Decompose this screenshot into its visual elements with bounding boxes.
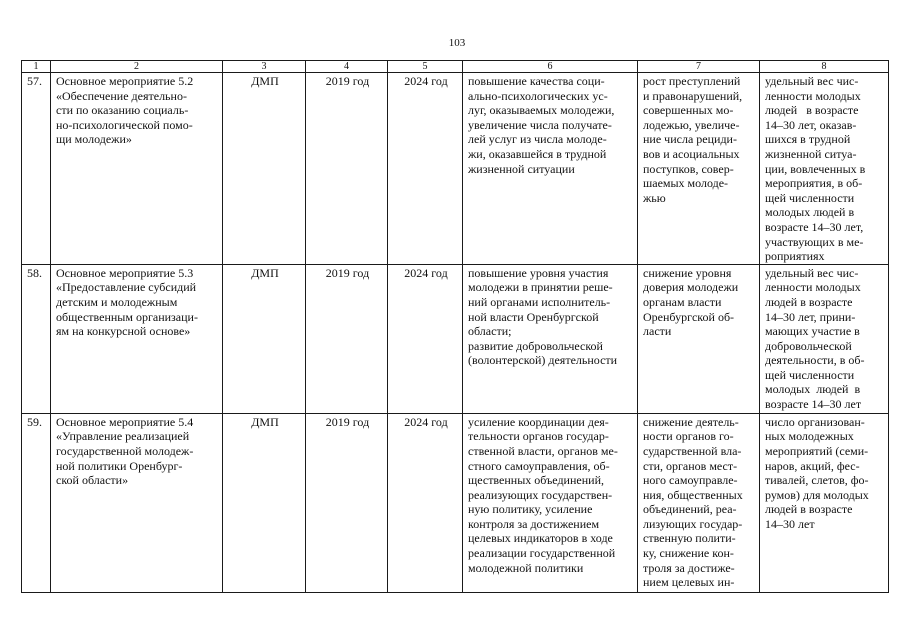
cell-text-line: людей в возрасте <box>765 502 853 517</box>
column-number-header: 1 <box>22 61 51 73</box>
cell-text-line: тивалей, слетов, фо- <box>765 473 869 488</box>
consequences-cell <box>638 264 760 413</box>
cell-text-line: ской области» <box>56 473 129 488</box>
cell-text-line: участвующих в ме- <box>765 234 864 249</box>
cell-text-line: ние числа рециди- <box>643 132 737 147</box>
row-number-cell: 57. <box>22 73 51 265</box>
cell-text-line: сударственной вла- <box>643 443 742 458</box>
cell-text-line: ласти <box>643 324 672 339</box>
cell-text-line: Оренбургской об- <box>643 309 735 324</box>
cell-text-line: (волонтерской) деятельности <box>468 353 618 368</box>
cell-text-line: людей в возрасте <box>765 294 853 309</box>
table-row <box>22 264 889 413</box>
cell-text-line: ной власти Оренбургской <box>468 309 599 324</box>
cell-text-line: молодых людей в <box>765 205 855 220</box>
cell-text-line: реализующих государствен- <box>468 487 613 502</box>
column-number-header: 8 <box>760 61 889 73</box>
expected-result-cell <box>463 264 638 413</box>
cell-text-line: ально-психологических ус- <box>468 88 608 103</box>
start-year-cell: 2019 год <box>306 264 388 413</box>
cell-text-line: ку, снижение кон- <box>643 546 734 561</box>
table-row <box>22 413 889 592</box>
cell-text-line: совершенных мо- <box>643 103 734 118</box>
cell-text-line: «Предоставление субсидий <box>56 280 197 295</box>
cell-text-line: государственной молодеж- <box>56 443 194 458</box>
cell-text-line: мероприятия, в об- <box>765 176 863 191</box>
column-number-header: 3 <box>223 61 306 73</box>
cell-text-line: но-психологической помо- <box>56 117 193 132</box>
cell-text-line: контроля за достижением <box>468 516 600 531</box>
cell-text-line: доверия молодежи <box>643 280 739 295</box>
cell-text-line: 14–30 лет, оказав- <box>765 117 857 132</box>
executor-cell: ДМП <box>223 264 306 413</box>
table-row <box>22 73 889 265</box>
activity-name-cell <box>51 413 223 592</box>
cell-text-line: жи, оказавшейся в трудной <box>468 146 607 161</box>
cell-text-line: поступков, совер- <box>643 161 734 176</box>
end-year-cell: 2024 год <box>388 264 463 413</box>
cell-text-line: сти, органов мест- <box>643 458 738 473</box>
cell-text-line: повышение уровня участия <box>468 265 609 280</box>
cell-text-line: деятельности, в об- <box>765 353 865 368</box>
cell-text-line: ний органами исполнитель- <box>468 294 611 309</box>
cell-text-line: повышение качества соци- <box>468 74 605 88</box>
cell-text-line: молодежи в принятии реше- <box>468 280 613 295</box>
cell-text-line: мероприятий (семи- <box>765 443 869 458</box>
cell-text-line: число организован- <box>765 414 865 429</box>
cell-text-line: ленности молодых <box>765 280 861 295</box>
cell-text-line: ственной власти, органов ме- <box>468 443 618 458</box>
consequences-cell <box>638 73 760 265</box>
cell-text-line: молодых людей в <box>765 382 861 397</box>
row-number-cell: 59. <box>22 413 51 592</box>
cell-text-line: луг, оказываемых молодежи, <box>468 103 615 118</box>
row-number-cell: 58. <box>22 264 51 413</box>
cell-text-line: 14–30 лет <box>765 516 815 531</box>
cell-text-line: «Обеспечение деятельно- <box>56 88 187 103</box>
cell-text-line: ственную полити- <box>643 531 736 546</box>
cell-text-line: лодежью, увеличе- <box>643 117 740 132</box>
cell-text-line: целевых индикаторов в ходе <box>468 531 613 546</box>
cell-text-line: щей численности <box>765 367 855 382</box>
column-number-header: 2 <box>51 61 223 73</box>
cell-text-line: шаемых молоде- <box>643 176 729 191</box>
cell-text-line: жью <box>643 190 666 205</box>
cell-text-line: щей численности <box>765 190 855 205</box>
end-year-cell: 2024 год <box>388 413 463 592</box>
indicator-cell <box>760 73 889 265</box>
cell-text-line: общественным организаци- <box>56 309 198 324</box>
cell-text-line: румов) для молодых <box>765 487 869 502</box>
cell-text-line: органам власти <box>643 294 722 309</box>
cell-text-line: щественных объединений, <box>468 473 604 488</box>
cell-text-line: и правонарушений, <box>643 88 743 103</box>
cell-text-line: вов и асоциальных <box>643 146 740 161</box>
cell-text-line: шихся в трудной <box>765 132 851 147</box>
cell-text-line: стного самоуправления, об- <box>468 458 610 473</box>
cell-text-line: объединений, реа- <box>643 502 737 517</box>
column-number-header-row <box>22 61 889 73</box>
cell-text-line: ную политику, усиление <box>468 502 593 517</box>
indicator-cell <box>760 264 889 413</box>
program-activities-table <box>21 60 889 593</box>
cell-text-line: ния, общественных <box>643 487 743 502</box>
page-number: 103 <box>448 37 466 49</box>
cell-text-line: рост преступлений <box>643 74 741 88</box>
column-number-header: 6 <box>463 61 638 73</box>
cell-text-line: жизненной ситуации <box>468 161 575 176</box>
cell-text-line: людей в возрасте <box>765 103 859 118</box>
expected-result-cell <box>463 73 638 265</box>
column-number-header: 4 <box>306 61 388 73</box>
cell-text-line: усиление координации дея- <box>468 414 609 429</box>
cell-text-line: Основное мероприятие 5.4 <box>56 414 194 429</box>
cell-text-line: ции, вовлеченных в <box>765 161 866 176</box>
cell-text-line: наров, акций, фес- <box>765 458 860 473</box>
cell-text-line: возрасте 14–30 лет <box>765 397 862 412</box>
start-year-cell: 2019 год <box>306 413 388 592</box>
column-number-header: 5 <box>388 61 463 73</box>
cell-text-line: «Управление реализацией <box>56 429 190 444</box>
cell-text-line: 14–30 лет, прини- <box>765 309 856 324</box>
cell-text-line: роприятиях <box>765 249 825 264</box>
cell-text-line: удельный вес чис- <box>765 74 859 88</box>
cell-text-line: удельный вес чис- <box>765 265 859 280</box>
cell-text-line: увеличение числа получате- <box>468 117 612 132</box>
cell-text-line: добровольческой <box>765 338 852 353</box>
cell-text-line: реализации государственной <box>468 546 616 561</box>
cell-text-line: ям на конкурсной основе» <box>56 324 191 339</box>
cell-text-line: тельности органов государ- <box>468 429 609 444</box>
cell-text-line: снижение деятель- <box>643 414 739 429</box>
cell-text-line: сти по оказанию социаль- <box>56 103 189 118</box>
executor-cell: ДМП <box>223 413 306 592</box>
indicator-cell <box>760 413 889 592</box>
cell-text-line: ных молодежных <box>765 429 854 444</box>
activity-name-cell <box>51 73 223 265</box>
start-year-cell: 2019 год <box>306 73 388 265</box>
cell-text-line: ной политики Оренбург- <box>56 458 183 473</box>
executor-cell: ДМП <box>223 73 306 265</box>
cell-text-line: ного самоуправле- <box>643 473 738 488</box>
cell-text-line: ленности молодых <box>765 88 861 103</box>
cell-text-line: нием целевых ин- <box>643 575 735 590</box>
cell-text-line: области; <box>468 324 512 339</box>
cell-text-line: троля за достиже- <box>643 560 735 575</box>
cell-text-line: лей услуг из числа молоде- <box>468 132 607 147</box>
cell-text-line: возрасте 14–30 лет, <box>765 219 864 234</box>
cell-text-line: жизненной ситуа- <box>765 146 857 161</box>
expected-result-cell <box>463 413 638 592</box>
cell-text-line: ности органов го- <box>643 429 734 444</box>
cell-text-line: Основное мероприятие 5.2 <box>56 74 194 88</box>
column-number-header: 7 <box>638 61 760 73</box>
consequences-cell <box>638 413 760 592</box>
cell-text-line: детским и молодежным <box>56 294 178 309</box>
cell-text-line: развитие добровольческой <box>468 338 603 353</box>
cell-text-line: щи молодежи» <box>56 132 132 147</box>
activity-name-cell <box>51 264 223 413</box>
cell-text-line: Основное мероприятие 5.3 <box>56 265 194 280</box>
cell-text-line: лизующих государ- <box>643 516 743 531</box>
cell-text-line: молодежной политики <box>468 560 584 575</box>
cell-text-line: мающих участие в <box>765 324 860 339</box>
cell-text-line: снижение уровня <box>643 265 732 280</box>
end-year-cell: 2024 год <box>388 73 463 265</box>
